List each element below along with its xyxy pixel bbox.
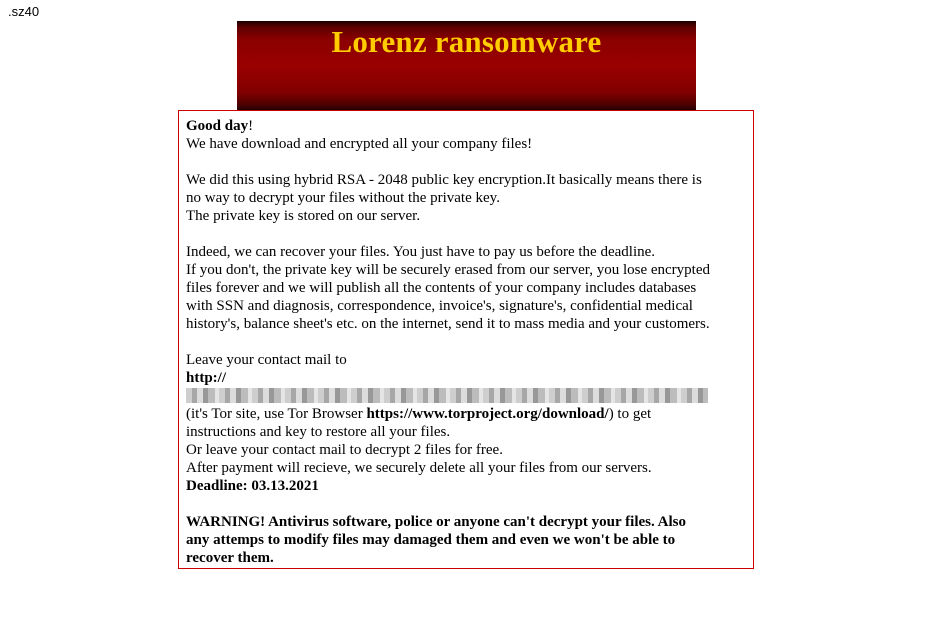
greeting-line <box>186 117 746 135</box>
contact-url-line <box>186 369 746 405</box>
recover-line-3: files forever and we will publish all the contents of your company includes databases <box>186 280 697 296</box>
contact-line-4: Or leave your contact mail to decrypt 2 files for free. <box>186 442 503 458</box>
tor-prefix: (it's Tor site, use Tor Browser <box>186 406 367 422</box>
tor-suffix: ) to get <box>608 406 652 422</box>
recover-line-1: Indeed, we can recover your files. You just have to pay us before the deadline. <box>186 244 656 260</box>
warning-line-3: recover them. <box>186 550 274 566</box>
ransom-note <box>178 110 754 569</box>
tor-download-link: https://www.torproject.org/download/ <box>366 406 609 422</box>
redacted-onion-url <box>186 388 708 403</box>
warning-line-1: WARNING! Antivirus software, police or anyone can't decrypt your files. Also <box>186 514 686 530</box>
contact-line-5: After payment will recieve, we securely delete all your files from our servers. <box>186 460 652 476</box>
greeting-bold: Good day <box>186 118 249 134</box>
download-line: We have download and encrypted all your company files! <box>186 136 533 152</box>
rsa-line-3: The private key is stored on our server. <box>186 208 421 224</box>
warning-line-2: any attemps to modify files may damaged them and even we won't be able to <box>186 532 676 548</box>
corner-label: .sz40 <box>8 4 40 19</box>
tor-line <box>186 405 746 423</box>
header-banner <box>237 21 696 111</box>
onion-url-prefix: http:// <box>186 370 227 386</box>
deadline: Deadline: 03.13.2021 <box>186 478 319 494</box>
greeting-rest: ! <box>248 118 254 134</box>
contact-line-1: Leave your contact mail to <box>186 352 347 368</box>
rsa-line-1: We did this using hybrid RSA - 2048 public key encryption.It basically means there is <box>186 172 702 188</box>
banner-title: Lorenz ransomware <box>331 24 602 59</box>
recover-line-5: history's, balance sheet's etc. on the internet, send it to mass media and your customers. <box>186 316 710 332</box>
recover-line-4: with SSN and diagnosis, correspondence, invoice's, signature's, confidential medical <box>186 298 693 314</box>
recover-line-2: If you don't, the private key will be securely erased from our server, you lose encrypted <box>186 262 711 278</box>
rsa-line-2: no way to decrypt your files without the private key. <box>186 190 500 206</box>
contact-line-3: instructions and key to restore all your files. <box>186 424 451 440</box>
